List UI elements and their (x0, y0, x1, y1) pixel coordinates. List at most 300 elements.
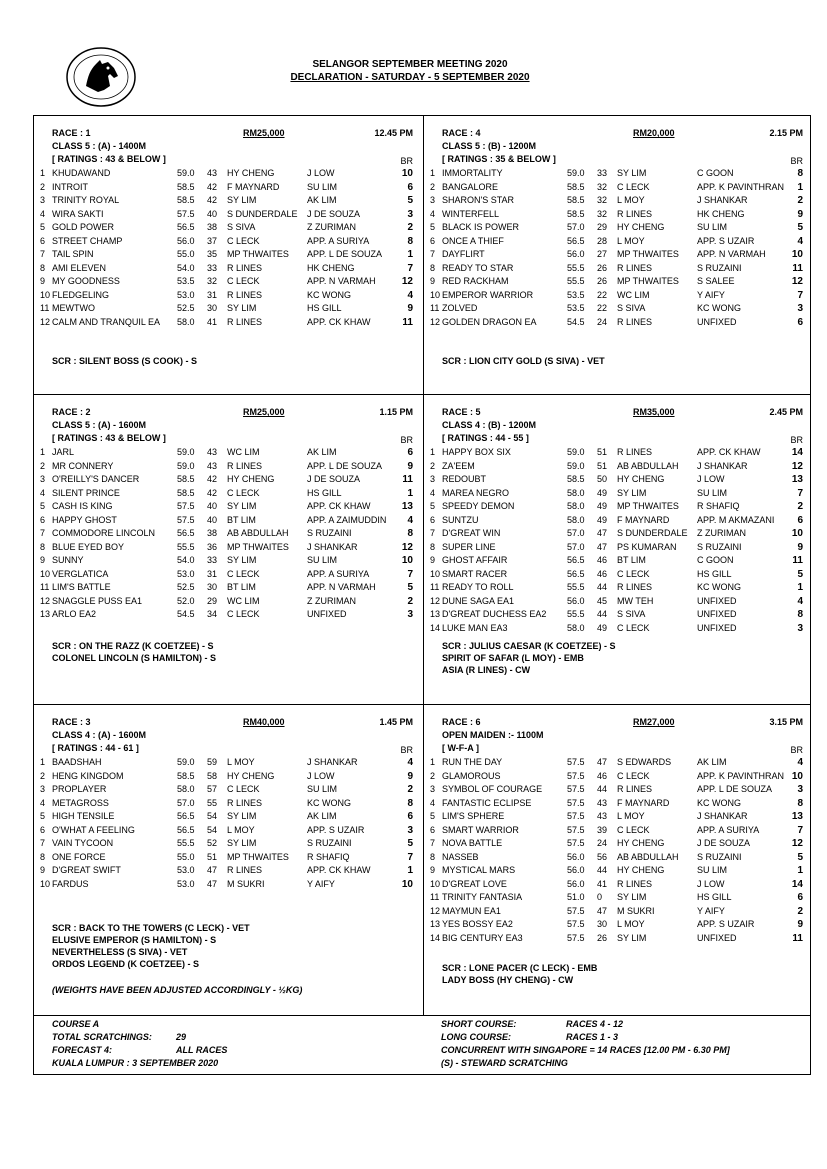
trainer: R LINES (227, 316, 263, 327)
weight: 59.0 (177, 757, 195, 767)
race-prize: RM35,000 (633, 407, 675, 417)
runner-number: 2 (40, 770, 46, 781)
race-prize: RM40,000 (243, 717, 285, 727)
runner-number: 2 (40, 460, 46, 471)
runner-row (424, 609, 813, 622)
runner-number: 4 (40, 797, 46, 808)
runner-row (34, 461, 423, 474)
jockey: J SHANKAR (307, 541, 358, 552)
trainer: SY LIM (617, 168, 647, 178)
barrier-draw: 11 (402, 316, 413, 328)
weight: 58.5 (567, 208, 585, 219)
trainer: M SUKRI (227, 878, 265, 889)
jockey: APP. A SURIYA (307, 235, 370, 246)
rating: 32 (597, 181, 608, 192)
trainer: L MOY (227, 757, 255, 767)
trainer: HY CHENG (617, 474, 665, 484)
weight: 59.0 (567, 447, 585, 457)
weight: 55.5 (567, 582, 585, 592)
race-prize: RM20,000 (633, 128, 675, 138)
rating: 38 (207, 528, 218, 538)
horse-name: O'WHAT A FEELING (52, 824, 135, 835)
barrier-draw: 5 (407, 838, 413, 849)
runner-row (424, 195, 813, 208)
race-ratings: [ RATINGS : 35 & BELOW ] (442, 154, 556, 164)
weight: 57.5 (567, 811, 585, 821)
runner-number: 9 (40, 865, 46, 875)
rating: 34 (207, 609, 218, 619)
horse-name: VAIN TYCOON (52, 838, 114, 848)
barrier-draw: 14 (791, 447, 803, 458)
horse-name: MEWTWO (52, 303, 95, 313)
weight: 52.0 (177, 595, 195, 606)
weight: 57.5 (567, 797, 585, 808)
trainer: SY LIM (617, 892, 647, 902)
barrier-draw: 11 (792, 932, 803, 944)
runner-row (424, 879, 813, 892)
horse-name: WINTERFELL (442, 208, 500, 219)
runner-number: 14 (430, 622, 441, 633)
runner-number: 2 (430, 181, 436, 192)
barrier-draw: 3 (407, 609, 413, 620)
runner-row (424, 222, 813, 235)
barrier-draw: 4 (407, 514, 413, 526)
runner-row (424, 838, 813, 851)
weight: 57.5 (177, 208, 195, 219)
horse-name: GOLD POWER (52, 222, 115, 232)
trainer: C LECK (227, 276, 260, 286)
runner-number: 4 (430, 208, 436, 219)
barrier-draw: 4 (407, 757, 413, 768)
jockey: KC WONG (697, 797, 741, 808)
trainer: R LINES (227, 797, 263, 808)
rating: 43 (207, 447, 218, 457)
horse-name: SUPER LINE (442, 541, 496, 552)
barrier-draw: 10 (791, 528, 803, 539)
footer-right-label: SHORT COURSE: (441, 1019, 517, 1029)
jockey: J DE SOUZA (697, 838, 751, 848)
runner-row (424, 317, 813, 330)
scratching-line: SCR : LONE PACER (C LECK) - EMB (442, 963, 598, 973)
runner-row (424, 263, 813, 276)
runner-row (424, 919, 813, 932)
horse-name: EMPEROR WARRIOR (442, 289, 534, 300)
barrier-draw: 5 (797, 851, 803, 863)
barrier-draw: 12 (401, 276, 413, 287)
trainer: C LECK (227, 568, 260, 579)
barrier-draw: 6 (797, 316, 803, 328)
trainer: C LECK (617, 181, 650, 192)
rating: 42 (207, 195, 218, 205)
rating: 55 (207, 797, 218, 808)
runner-row (424, 906, 813, 919)
runner-number: 3 (40, 784, 46, 794)
barrier-draw: 2 (797, 501, 803, 512)
horse-name: YES BOSSY EA2 (442, 919, 513, 929)
jockey: J LOW (697, 878, 725, 889)
scratching-line: ORDOS LEGEND (K COETZEE) - S (52, 959, 200, 969)
horse-name: SILENT PRINCE (52, 487, 120, 498)
runner-row (424, 623, 813, 636)
horse-name: D'GREAT WIN (442, 528, 501, 538)
weight: 56.5 (177, 811, 195, 821)
weight: 59.0 (177, 168, 195, 178)
scratching-line: LADY BOSS (HY CHENG) - CW (442, 975, 574, 985)
runner-number: 3 (40, 195, 46, 205)
weight: 56.0 (567, 595, 585, 606)
rating: 49 (597, 514, 608, 525)
jockey: APP. K PAVINTHRAN (697, 181, 785, 192)
horse-name: READY TO ROLL (442, 582, 514, 592)
weight: 55.5 (177, 541, 195, 552)
jockey: APP. K PAVINTHRAN (697, 770, 785, 781)
race-number: RACE : 3 (52, 717, 91, 727)
jockey: J LOW (307, 770, 335, 781)
runner-row (424, 933, 813, 946)
runner-row (424, 569, 813, 582)
horse-name: WIRA SAKTI (52, 208, 104, 219)
trainer: S SIVA (227, 222, 256, 232)
weight: 57.5 (177, 514, 195, 525)
runner-number: 11 (40, 303, 50, 313)
barrier-draw: 1 (407, 487, 413, 499)
weight: 53.0 (177, 865, 195, 875)
rating: 31 (207, 289, 218, 300)
jockey: AK LIM (697, 757, 727, 767)
barrier-draw: 1 (407, 865, 413, 876)
rating: 26 (597, 262, 608, 273)
runner-number: 5 (40, 811, 46, 821)
weight: 53.5 (567, 289, 585, 300)
race-time: 1.45 PM (379, 717, 413, 727)
jockey: S RUZAINI (697, 851, 742, 862)
footer-left-value: ALL RACES (176, 1045, 228, 1055)
barrier-draw: 8 (797, 797, 803, 809)
rating: 43 (207, 168, 218, 178)
horse-name: VERGLATICA (52, 568, 109, 579)
trainer: M SUKRI (617, 905, 655, 916)
rating: 59 (207, 757, 218, 767)
runner-number: 8 (40, 851, 46, 862)
barrier-draw: 11 (402, 474, 413, 485)
runner-number: 14 (430, 932, 441, 943)
runner-row (34, 784, 423, 797)
rating: 56 (597, 851, 608, 862)
rating: 27 (597, 249, 608, 259)
rating: 51 (597, 447, 608, 457)
trainer: R LINES (617, 208, 653, 219)
horse-name: MYSTICAL MARS (442, 865, 516, 875)
horse-name: SNAGGLE PUSS EA1 (52, 595, 143, 606)
rating: 52 (207, 838, 218, 848)
barrier-draw: 8 (407, 797, 413, 809)
runner-row (34, 474, 423, 487)
weight: 56.5 (567, 555, 585, 565)
runner-number: 10 (430, 568, 441, 579)
barrier-draw: 6 (797, 892, 803, 903)
trainer: C LECK (617, 568, 650, 579)
runner-row (424, 276, 813, 289)
trainer: C LECK (227, 235, 260, 246)
trainer: WC LIM (617, 289, 650, 300)
weight: 58.0 (177, 316, 195, 327)
horse-name: TRINITY ROYAL (52, 195, 120, 205)
jockey: C GOON (697, 555, 734, 565)
barrier-draw: 11 (792, 262, 803, 274)
race-class: CLASS 5 : (A) - 1400M (52, 141, 147, 151)
jockey: APP. CK KHAW (307, 865, 371, 875)
weight: 52.5 (177, 582, 195, 592)
weight: 53.0 (177, 878, 195, 889)
horse-name: D'GREAT LOVE (442, 878, 507, 889)
rating: 41 (597, 878, 608, 889)
horse-name: LUKE MAN EA3 (442, 622, 508, 633)
runner-row (424, 582, 813, 595)
horse-name: MY GOODNESS (52, 276, 120, 286)
runner-number: 7 (40, 249, 46, 259)
jockey: APP. L DE SOUZA (697, 784, 773, 794)
scratching-line: SPIRIT OF SAFAR (L MOY) - EMB (442, 653, 584, 663)
footer-left-label: FORECAST 4: (52, 1045, 113, 1055)
horse-name: METAGROSS (52, 797, 109, 808)
runner-row (424, 596, 813, 609)
weight: 58.5 (177, 487, 195, 498)
horse-name: MAREA NEGRO (442, 487, 510, 498)
runner-number: 5 (430, 501, 436, 511)
race-class: CLASS 5 : (B) - 1200M (442, 141, 537, 151)
rating: 33 (597, 168, 608, 178)
trainer: HY CHENG (617, 865, 665, 875)
trainer: R LINES (617, 784, 653, 794)
rating: 40 (207, 208, 218, 219)
race-number: RACE : 5 (442, 407, 481, 417)
runner-row (424, 892, 813, 905)
runner-row (424, 447, 813, 460)
race-panel (34, 116, 423, 396)
trainer: L MOY (617, 235, 645, 246)
race-prize: RM25,000 (243, 128, 285, 138)
barrier-draw: 5 (407, 195, 413, 206)
jockey: C GOON (697, 168, 734, 178)
jockey: R SHAFIQ (307, 851, 350, 862)
weight: 56.0 (567, 851, 585, 862)
horse-name: DUNE SAGA EA1 (442, 595, 515, 606)
weight: 56.5 (567, 235, 585, 246)
trainer: C LECK (227, 784, 260, 794)
horse-name: TAIL SPIN (52, 249, 94, 259)
weight: 51.0 (567, 892, 585, 902)
runner-number: 11 (430, 582, 440, 592)
weight: 58.5 (567, 181, 585, 192)
barrier-draw: 3 (797, 622, 803, 634)
weight: 57.5 (567, 824, 585, 835)
jockey: Y AIFY (697, 905, 725, 916)
barrier-draw: 2 (797, 195, 803, 206)
runner-number: 2 (430, 770, 436, 781)
jockey: HK CHENG (697, 208, 745, 219)
trainer: HY CHENG (227, 770, 275, 781)
horse-name: NOVA BATTLE (442, 838, 503, 848)
race-panel (424, 395, 813, 675)
race-number: RACE : 2 (52, 407, 91, 417)
club-logo (64, 46, 138, 108)
trainer: R LINES (617, 582, 653, 592)
weight: 55.5 (567, 609, 585, 619)
weight: 57.0 (567, 528, 585, 538)
barrier-draw: 9 (407, 770, 413, 782)
rating: 31 (207, 568, 218, 579)
trainer: MW TEH (617, 595, 654, 606)
jockey: UNFIXED (697, 932, 737, 943)
barrier-draw: 3 (797, 303, 803, 314)
barrier-draw: 9 (407, 460, 413, 472)
trainer: SY LIM (227, 838, 257, 848)
trainer: S DUNDERDALE (617, 528, 688, 538)
horse-name: DAYFLIRT (442, 249, 485, 259)
runner-number: 7 (430, 838, 436, 848)
trainer: R LINES (617, 878, 653, 889)
jockey: APP. CK KHAW (697, 447, 761, 457)
weight: 56.5 (177, 222, 195, 232)
horse-name: REDOUBT (442, 474, 487, 484)
rating: 33 (207, 555, 218, 565)
runner-number: 5 (40, 222, 46, 232)
rating: 54 (207, 811, 218, 821)
horse-name: D'GREAT SWIFT (52, 865, 121, 875)
runner-row (34, 317, 423, 330)
rating: 44 (597, 784, 608, 794)
horse-name: AMI ELEVEN (52, 262, 107, 273)
runner-row (424, 290, 813, 303)
runner-number: 10 (40, 289, 51, 300)
trainer: WC LIM (227, 447, 260, 457)
barrier-draw: 8 (407, 528, 413, 539)
race-panel (424, 116, 813, 396)
runner-number: 1 (430, 757, 436, 767)
runner-number: 5 (430, 222, 436, 232)
rating: 45 (597, 595, 608, 606)
weight: 55.0 (177, 851, 195, 862)
scratching-line: SCR : LION CITY GOLD (S SIVA) - VET (442, 356, 605, 366)
footer-left-label: COURSE A (52, 1019, 100, 1029)
runner-number: 1 (40, 168, 46, 178)
weight: 58.0 (567, 501, 585, 511)
barrier-draw: 5 (407, 582, 413, 593)
runner-number: 9 (40, 555, 46, 565)
runner-number: 6 (40, 235, 46, 246)
rating: 50 (597, 474, 608, 484)
trainer: PS KUMARAN (617, 541, 677, 552)
weight: 59.0 (177, 447, 195, 457)
trainer: S DUNDERDALE (227, 208, 298, 219)
rating: 49 (597, 501, 608, 511)
weight: 52.5 (177, 303, 195, 313)
barrier-draw: 5 (797, 568, 803, 580)
horse-name: D'GREAT DUCHESS EA2 (442, 609, 547, 619)
runner-row (34, 182, 423, 195)
runner-row (424, 182, 813, 195)
footer-left-value: 29 (176, 1032, 187, 1042)
barrier-draw: 1 (797, 582, 803, 593)
weight: 57.0 (567, 222, 585, 232)
horse-name: FANTASTIC ECLIPSE (442, 797, 532, 808)
rating: 47 (597, 541, 608, 552)
runner-number: 8 (430, 262, 436, 273)
race-panel (424, 705, 813, 985)
br-header: BR (400, 435, 413, 445)
runner-number: 3 (40, 474, 46, 484)
horse-name: ONCE A THIEF (442, 235, 504, 246)
horse-name: LIM'S SPHERE (442, 811, 505, 821)
barrier-draw: 4 (797, 757, 803, 768)
rating: 42 (207, 181, 218, 192)
weight: 58.0 (567, 622, 585, 633)
runner-number: 13 (430, 919, 441, 929)
rating: 26 (597, 932, 608, 943)
br-header: BR (400, 156, 413, 166)
barrier-draw: 10 (401, 555, 413, 566)
jockey: R SHAFIQ (697, 501, 740, 511)
runner-number: 11 (430, 303, 440, 313)
horse-name: SPEEDY DEMON (442, 501, 515, 511)
jockey: Y AIFY (307, 878, 335, 889)
barrier-draw: 3 (797, 784, 803, 795)
runner-number: 10 (40, 568, 51, 579)
race-panel (34, 705, 423, 995)
trainer: AB ABDULLAH (617, 851, 679, 862)
rating: 37 (207, 235, 218, 246)
race-prize: RM27,000 (633, 717, 675, 727)
barrier-draw: 2 (407, 222, 413, 233)
horse-name: INTROIT (52, 181, 88, 192)
jockey: Z ZURIMAN (307, 222, 356, 232)
runner-number: 3 (430, 195, 436, 205)
race-ratings: [ RATINGS : 44 - 55 ] (442, 433, 529, 443)
barrier-draw: 3 (407, 208, 413, 220)
rating: 54 (207, 824, 218, 835)
jockey: J DE SOUZA (307, 208, 361, 219)
trainer: SY LIM (227, 303, 257, 313)
weight: 57.5 (567, 784, 585, 794)
trainer: SY LIM (617, 932, 647, 943)
runner-number: 6 (40, 514, 46, 525)
runner-number: 13 (430, 609, 441, 619)
horse-name: JARL (52, 447, 75, 457)
rating: 28 (597, 235, 608, 246)
jockey: AK LIM (307, 195, 337, 205)
jockey: KC WONG (307, 289, 351, 300)
horse-name: MAYMUN EA1 (442, 905, 501, 916)
horse-name: HAPPY BOX SIX (442, 447, 511, 457)
barrier-draw: 4 (407, 289, 413, 301)
trainer: HY CHENG (227, 168, 275, 178)
weight: 55.0 (177, 249, 195, 259)
footer-right-label: LONG COURSE: (441, 1032, 512, 1042)
rating: 47 (597, 528, 608, 538)
weight: 59.0 (567, 168, 585, 178)
barrier-draw: 12 (401, 541, 413, 553)
runner-row (424, 515, 813, 528)
horse-name: SYMBOL OF COURAGE (442, 784, 543, 794)
barrier-draw: 13 (791, 811, 803, 822)
runner-row (424, 811, 813, 824)
trainer: L MOY (617, 919, 645, 929)
jockey: APP. N VARMAH (697, 249, 766, 259)
scratching-line: NEVERTHELESS (S SIVA) - VET (52, 947, 188, 957)
rating: 47 (597, 905, 608, 916)
trainer: S SIVA (617, 303, 646, 313)
rating: 57 (207, 784, 218, 794)
